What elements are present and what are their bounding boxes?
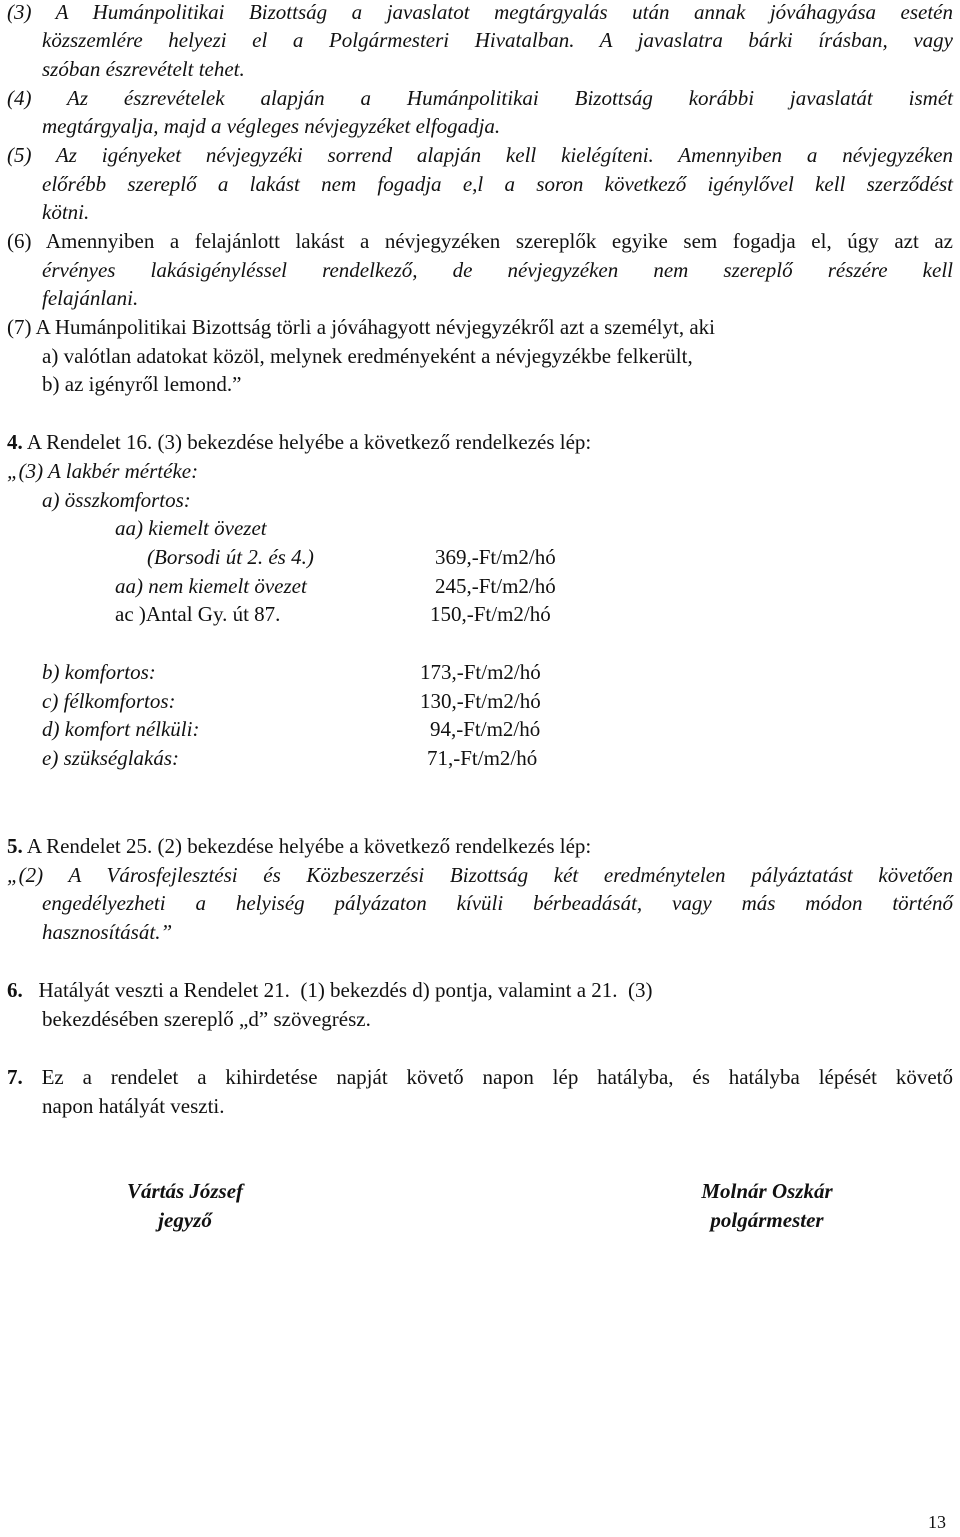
section-5-line-2: engedélyezheti a helyiség pályázaton kívüli bérbeadását, vagy más módon történő xyxy=(42,891,953,915)
para-5-line-1: (5) Az igényeket névjegyzéki sorrend alapján kell kielégíteni. Amennyiben a névjegyzéken xyxy=(7,143,953,167)
section-4-quote-head: „(3) A lakbér mértéke: xyxy=(7,459,199,483)
rent-row-label: ac )Antal Gy. út 87. xyxy=(115,602,281,626)
para-7-line-1: (7) A Humánpolitikai Bizottság törli a jóváhagyott névjegyzékről azt a személyt, aki xyxy=(7,315,715,339)
section-7-line-2: napon hatályát veszti. xyxy=(42,1094,225,1118)
para-3-line-2: közszemlére helyezi el a Polgármesteri Hivatalban. A javaslatra bárki írásban, vagy xyxy=(42,28,953,52)
para-4-line-1: (4) Az észrevételek alapján a Humánpolitikai Bizottság korábbi javaslatát ismét xyxy=(7,86,953,110)
signature-right-name: Molnár Oszkár xyxy=(701,1179,833,1203)
para-6-line-1: (6) Amennyiben a felajánlott lakást a névjegyzéken szereplők egyike sem fogadja el, úgy azt az xyxy=(7,229,953,253)
rent-row-value: 245,-Ft/m2/hó xyxy=(435,574,556,598)
rent-row-value: 130,-Ft/m2/hó xyxy=(420,689,541,713)
rent-aa-label: aa) kiemelt övezet xyxy=(115,516,267,540)
para-7-item-b: b) az igényről lemond.” xyxy=(42,372,242,396)
signature-left-name: Vártás József xyxy=(126,1179,244,1203)
signature-left-title: jegyző xyxy=(158,1208,212,1232)
section-6-text: Hatályát veszti a Rendelet 21. (1) bekezdés d) pontja, valamint a 21. (3) xyxy=(22,978,653,1002)
section-6-line-1 xyxy=(7,976,653,1005)
section-4-heading xyxy=(7,428,591,457)
para-4-line-2: megtárgyalja, majd a végleges névjegyzéket elfogadja. xyxy=(42,114,501,138)
section-5-number: 5. xyxy=(7,834,23,858)
rent-row-label: d) komfort nélküli: xyxy=(42,717,200,741)
rent-row-label: b) komfortos: xyxy=(42,660,156,684)
rent-row-label: e) szükséglakás: xyxy=(42,746,180,770)
para-5-line-3: kötni. xyxy=(42,200,90,224)
rent-row-value: 94,-Ft/m2/hó xyxy=(430,717,541,741)
rent-row-value: 173,-Ft/m2/hó xyxy=(420,660,541,684)
signature-right-title: polgármester xyxy=(710,1208,824,1232)
page-number: 13 xyxy=(928,1512,946,1532)
rent-row-value: 369,-Ft/m2/hó xyxy=(435,545,556,569)
section-6-number: 6. xyxy=(7,978,23,1002)
para-5-line-2: előrébb szereplő a lakást nem fogadja e,l a soron következő igénylővel kell szerződést xyxy=(42,172,953,196)
section-7-text: Ez a rendelet a kihirdetése napját követő napon lép hatályba, és hatályba lépését követő xyxy=(22,1065,953,1089)
rent-row-value: 150,-Ft/m2/hó xyxy=(430,602,551,626)
para-3-line-3: szóban észrevételt tehet. xyxy=(42,57,245,81)
para-6-line-3: felajánlani. xyxy=(42,286,139,310)
rent-row-label: (Borsodi út 2. és 4.) xyxy=(147,545,314,569)
para-7-item-a: a) valótlan adatokat közöl, melynek eredményeként a névjegyzékbe felkerült, xyxy=(42,344,693,368)
section-4-number: 4. xyxy=(7,430,23,454)
section-7-line-1 xyxy=(7,1063,953,1092)
section-5-text: A Rendelet 25. (2) bekezdése helyébe a következő rendelkezés lép: xyxy=(22,834,592,858)
section-5-line-3: hasznosítását.” xyxy=(42,920,173,944)
section-4-text: A Rendelet 16. (3) bekezdése helyébe a következő rendelkezés lép: xyxy=(22,430,592,454)
rent-a-label: a) összkomfortos: xyxy=(42,488,191,512)
para-6-line-2: érvényes lakásigényléssel rendelkező, de névjegyzéken nem szereplő részére kell xyxy=(42,258,953,282)
section-6-line-2: bekezdésében szereplő „d” szövegrész. xyxy=(42,1007,371,1031)
section-5-line-1: „(2) A Városfejlesztési és Közbeszerzési Bizottság két eredménytelen pályáztatást követően xyxy=(7,863,953,887)
rent-row-label: c) félkomfortos: xyxy=(42,689,176,713)
para-3-line-1: (3) A Humánpolitikai Bizottság a javaslatot megtárgyalás után annak jóváhagyása esetén xyxy=(7,0,953,24)
rent-row-label: aa) nem kiemelt övezet xyxy=(115,574,307,598)
section-7-number: 7. xyxy=(7,1065,23,1089)
rent-row-value: 71,-Ft/m2/hó xyxy=(427,746,538,770)
section-5-heading xyxy=(7,832,591,861)
